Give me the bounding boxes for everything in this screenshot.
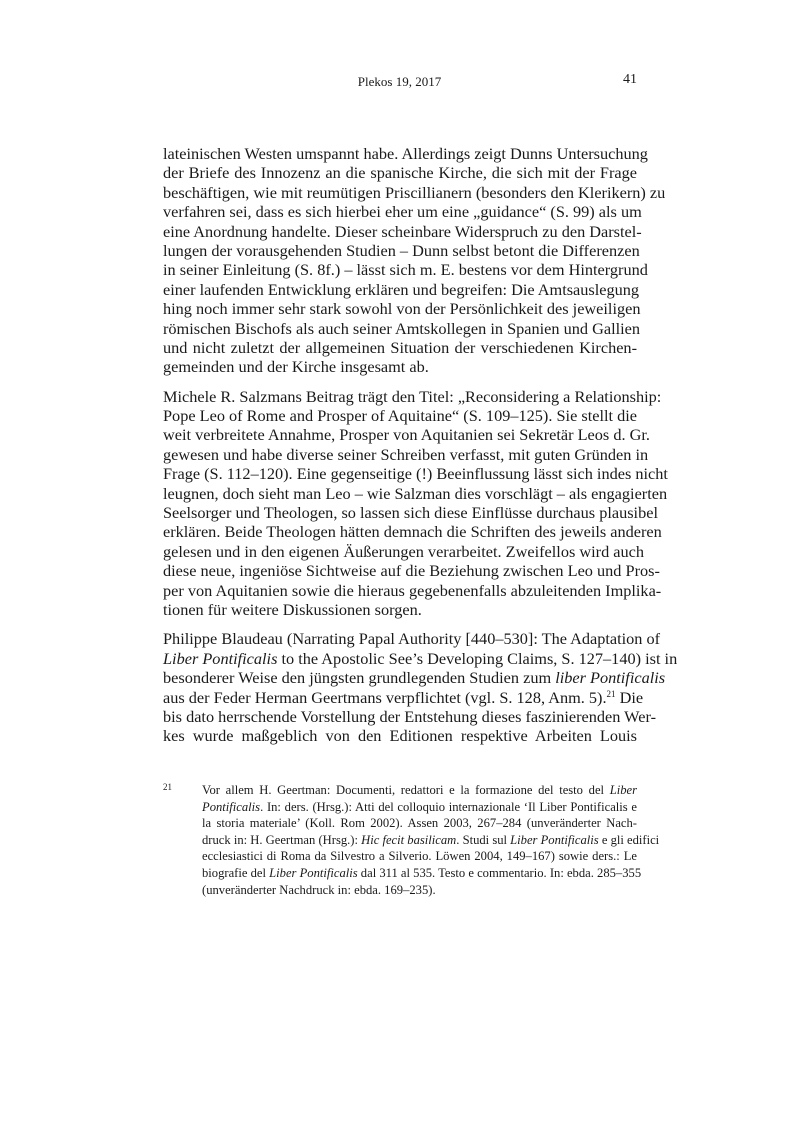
text-line (163, 580, 662, 600)
italic-text: Liber Pontificalis (510, 832, 599, 847)
text-segment: lateinischen Westen umspannt habe. Allerdings zeigt Dunns Untersuchung (163, 144, 648, 163)
text-line (163, 464, 668, 484)
text-segment: Frage (S. 112–120). Eine gegenseitige (!) Beeinflussung lässt sich indes nicht (163, 464, 668, 484)
text-line (163, 600, 637, 619)
footnote-21 (163, 782, 660, 898)
text-line (163, 338, 637, 357)
text-segment: erklären. Beide Theologen hätten demnach die Schriften des jeweils anderen (163, 522, 662, 542)
text-line (163, 668, 666, 688)
running-head: Plekos 19, 2017 (357, 74, 442, 89)
text-segment: lungen der vorausgehenden Studien – Dunn selbst betont die Differenzen (163, 240, 640, 260)
text-line (163, 299, 641, 319)
text-segment: kes wurde maßgeblich von den Editionen respektive Arbeiten Louis (163, 726, 637, 746)
text-segment: la storia materiale’ (Koll. Rom 2002). Assen 2003, 267–284 (unveränderter Nach- (202, 816, 637, 831)
text-segment: (unveränderter Nachdruck in: ebda. 169–235). (202, 882, 436, 897)
text-segment: Michele R. Salzmans Beitrag trägt den Titel: „Reconsidering a Relationship: (163, 386, 662, 406)
text-segment: römischen Bischofs als auch seiner Amtskollegen in Spanien und Gallien (163, 318, 641, 338)
text-line (163, 202, 642, 222)
text-line (163, 182, 666, 202)
text-segment: hing noch immer sehr stark sowohl von der Persönlichkeit des jeweiligen (163, 299, 641, 319)
italic-text: Liber (609, 783, 637, 797)
text-line (163, 687, 644, 707)
text-segment: biografie del (202, 865, 270, 880)
italic-text: Hic fecit basilicam (361, 832, 457, 847)
text-segment: und nicht zuletzt der allgemeinen Situation der verschiedenen Kirchen- (163, 337, 637, 357)
text-segment: druck in: H. Geertman (Hrsg.): (202, 832, 362, 847)
main-text (163, 144, 678, 756)
text-segment: Vor allem H. Geertman: Documenti, redattori e la formazione del testo del (202, 783, 610, 797)
text-segment: Philippe Blaudeau (Narrating Papal Authority [440–530]: The Adaptation of (163, 629, 661, 649)
text-segment: diese neue, ingeniöse Sichtweise auf die Beziehung zwischen Leo und Pros- (163, 561, 660, 581)
page-number: 41 (623, 72, 637, 87)
text-line (163, 318, 641, 338)
text-line (163, 648, 678, 668)
text-segment: e gli edifici (598, 832, 660, 847)
text-line (163, 144, 648, 163)
text-segment: aus der Feder Herman Geertmans verpflichtet (vgl. S. 128, Anm. 5). (163, 687, 607, 707)
text-segment: verfahren sei, dass es sich hierbei eher um eine „guidance“ (S. 99) als um (163, 202, 642, 222)
footnote-text (202, 782, 660, 898)
text-line (202, 848, 637, 865)
italic-text: liber Pontificalis (555, 668, 666, 688)
text-line (163, 444, 649, 464)
text-line (163, 541, 645, 561)
text-segment: der Briefe des Innozenz an die spanische Kirche, die sich mit der Frage (163, 163, 637, 183)
text-segment: dal 311 al 535. Testo e commentario. In: ebda. 285–355 (357, 865, 642, 880)
text-line (163, 240, 640, 260)
text-line (163, 483, 668, 503)
text-segment: Die (615, 687, 644, 707)
text-segment: Pope Leo of Rome and Prosper of Aquitaine“ (S. 109–125). Sie stellt die (163, 406, 637, 426)
text-line (163, 726, 637, 745)
text-segment: leugnen, doch sieht man Leo – wie Salzman dies vorschlägt – als engagierten (163, 483, 668, 503)
text-line (163, 522, 662, 542)
text-line (163, 561, 660, 581)
text-segment: eine Anordnung handelte. Dieser scheinbare Widerspruch zu den Darstel- (163, 221, 642, 241)
text-line (202, 815, 637, 832)
paragraph (163, 629, 678, 746)
text-segment: gewesen und habe diverse seiner Schreiben verfasst, mit guten Gründen in (163, 444, 649, 464)
text-segment: ecclesiastici di Roma da Silvestro a Silverio. Löwen 2004, 149–167) sowie ders.: Le (202, 849, 637, 864)
text-line (163, 706, 656, 726)
text-segment: Seelsorger und Theologen, so lassen sich diese Einflüsse durchaus plausibel (163, 503, 658, 523)
paragraph (163, 144, 666, 377)
text-segment: weit verbreitete Annahme, Prosper von Aquitanien sei Sekretär Leos d. Gr. (163, 425, 650, 445)
text-segment: beschäftigen, wie mit reumütigen Priscillianern (besonders den Klerikern) zu (163, 182, 666, 202)
text-segment: gelesen und in den eigenen Äußerungen verarbeitet. Zweifellos wird auch (163, 541, 645, 561)
text-line (163, 221, 642, 241)
text-line (163, 357, 637, 376)
text-segment: gemeinden und der Kirche insgesamt ab. (163, 357, 429, 377)
text-line (163, 260, 648, 280)
text-segment: . Studi sul (456, 832, 511, 847)
text-line (163, 629, 661, 649)
text-line (163, 503, 658, 523)
text-segment: in seiner Einleitung (S. 8f.) – lässt sich m. E. bestens vor dem Hintergrund (163, 260, 648, 280)
text-segment: . In: ders. (Hrsg.): Atti del colloquio internazionale ‘Il Liber Pontificalis e (260, 799, 637, 814)
text-segment: tionen für weitere Diskussionen sorgen. (163, 599, 422, 619)
text-line (163, 279, 640, 299)
text-line (202, 799, 637, 816)
italic-text: Liber Pontificalis (163, 648, 278, 668)
text-segment: einer laufenden Entwicklung erklären und begreifen: Die Amtsauslegung (163, 279, 640, 299)
text-line (202, 782, 637, 799)
footnote-ref[interactable]: 21 (606, 688, 616, 699)
text-segment: per von Aquitanien sowie die hieraus gegebenenfalls abzuleitenden Implika- (163, 580, 662, 600)
text-line (163, 425, 650, 445)
italic-text: Liber Pontificalis (269, 865, 358, 880)
text-line (163, 386, 662, 406)
text-line (163, 406, 637, 425)
text-line (202, 865, 642, 882)
italic-text: Pontificalis (202, 799, 261, 814)
text-segment: bis dato herrschende Vorstellung der Entstehung dieses faszinierenden Wer- (163, 706, 656, 726)
text-segment: besonderer Weise den jüngsten grundlegenden Studien zum (163, 668, 556, 688)
text-line (163, 163, 637, 182)
text-line (202, 882, 637, 899)
paragraph (163, 386, 668, 620)
text-segment: to the Apostolic See’s Developing Claims, S. 127–140) ist in (277, 648, 678, 668)
footnote-number: 21 (163, 782, 172, 792)
text-line (202, 832, 660, 849)
